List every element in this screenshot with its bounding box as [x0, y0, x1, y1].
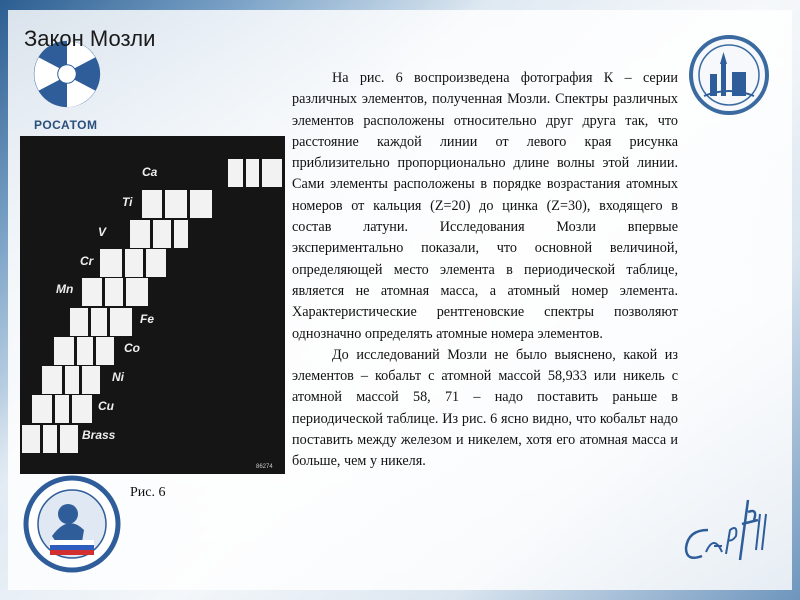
paragraph-2: До исследований Мозли не было выяснено, какой из элементов – кобальт с атомной массой 58,933 или никель с атомной массой 58, 71 – надо поставить раньше в периодической таблице. Из рис. 6 ясно видно, что кобальт надо поставить между железом и никелем, хотя его атомная масса и больше, чем у никеля.: [292, 346, 678, 470]
paragraph-1: На рис. 6 воспроизведена фотография К – серии различных элементов, полученная Мозли. Спектры различных элементов расположены относительно друг друга так, что расстояние каждой линии от левого края рисунка приблизительно пропорционально длине волны этой линии. Сами элементы расположены в порядке возрастания атомных номеров от кальция (Z=20) до цинка (Z=30), входящего в состав латуни. Исследования Мозли впервые экспериментально показали, что основной величиной, определяющей место элемента в периодической таблице, является не атомная масса, а атомный номер элемента. Характеристические рентгеновские спектры позволяют однозначно определять атомные номера элементов.: [292, 70, 678, 342]
spectrum-label-mn: Mn: [56, 282, 74, 296]
spectrum-label-ti: Ti: [122, 195, 133, 209]
spectrum-label-fe: Fe: [140, 312, 155, 326]
mosley-spectra-photo: [20, 136, 285, 474]
spectrum-label-co: Co: [124, 341, 140, 355]
rosatom-logo-text: РОСАТОМ: [34, 118, 98, 132]
spectrum-label-cu: Cu: [98, 399, 114, 413]
spectrum-label-v: V: [98, 225, 107, 239]
plate-number: 86274: [256, 464, 273, 470]
mephi-emblem-icon: [22, 474, 122, 574]
page-title: Закон Мозли: [24, 26, 156, 51]
figure-caption: Рис. 6: [130, 485, 166, 500]
spectrum-label-cr: Cr: [80, 254, 94, 268]
body-text: [292, 68, 678, 473]
spectrum-label-brass: Brass: [82, 428, 116, 442]
signature-logo-icon: [678, 490, 770, 570]
spectrum-label-ca: Ca: [142, 165, 158, 179]
university-emblem-icon: [688, 34, 770, 116]
spectrum-label-ni: Ni: [112, 370, 124, 384]
